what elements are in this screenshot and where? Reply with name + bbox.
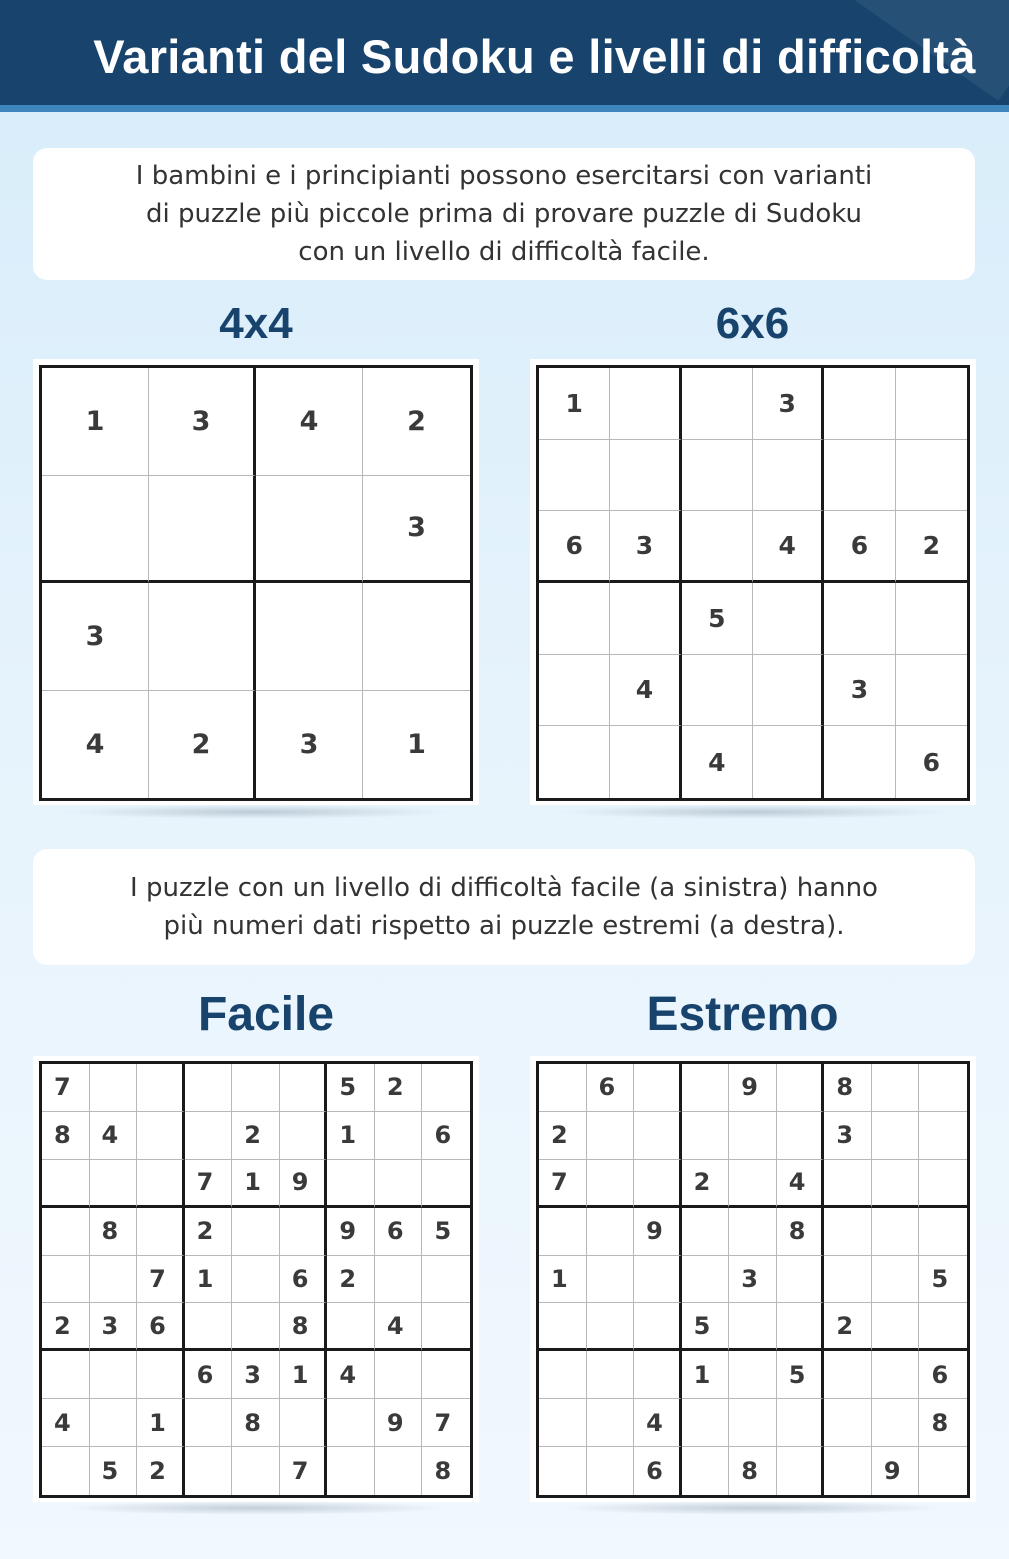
sudoku-cell (729, 1160, 777, 1208)
header-banner (0, 0, 1009, 112)
sudoku-cell: 4 (256, 368, 363, 476)
puzzle-title-facile: Facile (197, 988, 335, 1041)
sudoku-cell: 1 (682, 1351, 730, 1399)
sudoku-cell: 2 (42, 1303, 90, 1351)
sudoku-cell (587, 1447, 635, 1495)
sudoku-cell (327, 1160, 375, 1208)
sudoku-cell: 6 (539, 511, 610, 583)
sudoku-cell: 1 (137, 1399, 185, 1447)
sudoku-cell (587, 1351, 635, 1399)
sudoku-cell (682, 440, 753, 512)
sudoku-cell: 9 (375, 1399, 423, 1447)
sudoku-cell (919, 1208, 967, 1256)
sudoku-cell: 8 (824, 1064, 872, 1112)
sudoku-cell: 4 (42, 1399, 90, 1447)
sudoku-cell: 7 (185, 1160, 233, 1208)
sudoku-cell (896, 583, 967, 655)
sudoku-cell: 8 (919, 1399, 967, 1447)
sudoku-cell: 8 (280, 1303, 328, 1351)
sudoku-cell: 6 (185, 1351, 233, 1399)
sudoku-cell (824, 1208, 872, 1256)
sudoku-cell (375, 1351, 423, 1399)
sudoku-cell (824, 440, 895, 512)
sudoku-cell (729, 1303, 777, 1351)
sudoku-cell (610, 368, 681, 440)
sudoku-cell (375, 1256, 423, 1304)
sudoku-cell (375, 1447, 423, 1495)
sudoku-cell (682, 1112, 730, 1160)
sudoku-cell (777, 1112, 825, 1160)
sudoku-cell: 1 (539, 1256, 587, 1304)
sudoku-cell (777, 1256, 825, 1304)
sudoku-cell (232, 1256, 280, 1304)
sudoku-cell (777, 1447, 825, 1495)
sudoku-cell (634, 1256, 682, 1304)
sudoku-cell (753, 655, 824, 727)
sudoku-cell (587, 1256, 635, 1304)
sudoku-cell (610, 583, 681, 655)
sudoku-cell: 6 (422, 1112, 470, 1160)
sudoku-cell (777, 1064, 825, 1112)
sudoku-cell (363, 583, 470, 691)
sudoku-grid-facile (39, 1061, 473, 1498)
sudoku-cell (232, 1447, 280, 1495)
sudoku-cell (729, 1351, 777, 1399)
sudoku-cell: 1 (539, 368, 610, 440)
sudoku-cell (824, 1160, 872, 1208)
sudoku-cell: 4 (682, 726, 753, 798)
sudoku-cell (327, 1399, 375, 1447)
sudoku-cell (587, 1208, 635, 1256)
sudoku-cell: 4 (610, 655, 681, 727)
sudoku-cell (634, 1064, 682, 1112)
sudoku-cell (90, 1160, 138, 1208)
sudoku-cell (682, 511, 753, 583)
sudoku-cell (896, 655, 967, 727)
sudoku-cell (539, 1399, 587, 1447)
sudoku-cell (919, 1303, 967, 1351)
sudoku-cell (610, 440, 681, 512)
sudoku-cell (682, 1447, 730, 1495)
sudoku-cell: 2 (232, 1112, 280, 1160)
sudoku-cell: 6 (634, 1447, 682, 1495)
sudoku-cell: 2 (539, 1112, 587, 1160)
sudoku-cell: 2 (327, 1256, 375, 1304)
sudoku-cell: 4 (375, 1303, 423, 1351)
sudoku-cell: 1 (42, 368, 149, 476)
sudoku-cell (919, 1064, 967, 1112)
sudoku-cell (587, 1160, 635, 1208)
sudoku-cell: 6 (137, 1303, 185, 1351)
sudoku-cell: 6 (919, 1351, 967, 1399)
sudoku-cell (824, 368, 895, 440)
sudoku-cell: 8 (232, 1399, 280, 1447)
comparison-line: I puzzle con un livello di difficoltà facile (a sinistra) hanno (130, 873, 878, 903)
sudoku-cell (729, 1399, 777, 1447)
sudoku-cell: 7 (42, 1064, 90, 1112)
sudoku-cell: 2 (185, 1208, 233, 1256)
sudoku-cell: 9 (280, 1160, 328, 1208)
sudoku-cell (185, 1112, 233, 1160)
sudoku-cell: 5 (919, 1256, 967, 1304)
sudoku-cell (824, 1399, 872, 1447)
sudoku-cell: 1 (280, 1351, 328, 1399)
sudoku-cell (753, 440, 824, 512)
sudoku-cell: 4 (777, 1160, 825, 1208)
board-shadow (557, 805, 949, 819)
sudoku-cell (824, 1256, 872, 1304)
sudoku-cell (729, 1112, 777, 1160)
sudoku-cell (777, 1399, 825, 1447)
sudoku-cell (539, 1208, 587, 1256)
sudoku-cell (280, 1112, 328, 1160)
page-title: Varianti del Sudoku e livelli di difficoltà (93, 30, 976, 83)
sudoku-cell (137, 1160, 185, 1208)
sudoku-cell: 8 (42, 1112, 90, 1160)
sudoku-cell (185, 1064, 233, 1112)
sudoku-cell (896, 440, 967, 512)
sudoku-cell (872, 1303, 920, 1351)
sudoku-cell (42, 1351, 90, 1399)
sudoku-cell (90, 1064, 138, 1112)
sudoku-cell: 3 (363, 476, 470, 584)
board-shadow (60, 805, 452, 819)
sudoku-cell (422, 1160, 470, 1208)
sudoku-cell: 8 (90, 1208, 138, 1256)
sudoku-cell (634, 1160, 682, 1208)
sudoku-cell: 3 (149, 368, 256, 476)
board-shadow (557, 1501, 949, 1515)
sudoku-cell (42, 1256, 90, 1304)
sudoku-cell: 3 (256, 691, 363, 799)
sudoku-cell (539, 583, 610, 655)
sudoku-cell (872, 1208, 920, 1256)
sudoku-cell (872, 1351, 920, 1399)
sudoku-cell (682, 1208, 730, 1256)
sudoku-cell (777, 1303, 825, 1351)
sudoku-cell (256, 583, 363, 691)
sudoku-cell: 3 (753, 368, 824, 440)
sudoku-cell (682, 368, 753, 440)
sudoku-cell (539, 726, 610, 798)
sudoku-cell: 1 (232, 1160, 280, 1208)
sudoku-cell: 4 (90, 1112, 138, 1160)
sudoku-cell (539, 440, 610, 512)
sudoku-cell (375, 1112, 423, 1160)
puzzle-title-estremo: Estremo (646, 988, 839, 1041)
sudoku-cell (280, 1064, 328, 1112)
sudoku-cell: 3 (824, 655, 895, 727)
intro-line: di puzzle più piccole prima di provare puzzle di Sudoku (146, 199, 862, 229)
sudoku-cell: 6 (824, 511, 895, 583)
sudoku-cell (185, 1303, 233, 1351)
sudoku-grid-6x6 (536, 365, 970, 801)
sudoku-cell: 2 (149, 691, 256, 799)
puzzle-title-4x4: 4x4 (219, 299, 293, 348)
sudoku-cell: 1 (327, 1112, 375, 1160)
sudoku-cell (232, 1064, 280, 1112)
sudoku-cell: 4 (753, 511, 824, 583)
sudoku-cell (539, 1447, 587, 1495)
sudoku-cell (42, 1447, 90, 1495)
sudoku-cell: 2 (682, 1160, 730, 1208)
board-shadow (60, 1501, 452, 1515)
sudoku-cell: 8 (777, 1208, 825, 1256)
sudoku-cell (824, 1447, 872, 1495)
comparison-line: più numeri dati rispetto ai puzzle estremi (a destra). (163, 911, 845, 941)
sudoku-cell (753, 726, 824, 798)
sudoku-cell (753, 583, 824, 655)
sudoku-cell: 9 (872, 1447, 920, 1495)
sudoku-cell: 8 (729, 1447, 777, 1495)
sudoku-cell: 8 (434, 1457, 452, 1486)
sudoku-cell (539, 1064, 587, 1112)
sudoku-cell (872, 1112, 920, 1160)
sudoku-cell (149, 583, 256, 691)
sudoku-cell: 3 (824, 1112, 872, 1160)
sudoku-cell: 5 (90, 1447, 138, 1495)
sudoku-cell: 2 (824, 1303, 872, 1351)
sudoku-cell (327, 1447, 375, 1495)
sudoku-cell: 5 (682, 1303, 730, 1351)
sudoku-cell: 5 (777, 1351, 825, 1399)
sudoku-cell: 1 (407, 728, 426, 760)
sudoku-cell (422, 1303, 470, 1351)
sudoku-cell: 7 (422, 1399, 470, 1447)
sudoku-cell (137, 1351, 185, 1399)
sudoku-cell (232, 1208, 280, 1256)
sudoku-cell (232, 1303, 280, 1351)
sudoku-cell: 4 (634, 1399, 682, 1447)
sudoku-cell (872, 1064, 920, 1112)
sudoku-cell (539, 655, 610, 727)
sudoku-cell: 6 (375, 1208, 423, 1256)
sudoku-cell: 5 (682, 583, 753, 655)
sudoku-cell: 5 (327, 1064, 375, 1112)
sudoku-cell (610, 726, 681, 798)
sudoku-cell (824, 1351, 872, 1399)
sudoku-cell: 4 (327, 1351, 375, 1399)
puzzle-title-6x6: 6x6 (715, 299, 790, 348)
sudoku-cell (539, 1303, 587, 1351)
sudoku-cell: 9 (327, 1208, 375, 1256)
sudoku-cell (682, 1256, 730, 1304)
sudoku-cell: 7 (137, 1256, 185, 1304)
sudoku-cell (137, 1208, 185, 1256)
sudoku-cell (422, 1256, 470, 1304)
sudoku-cell (185, 1399, 233, 1447)
sudoku-cell (872, 1256, 920, 1304)
sudoku-cell (149, 476, 256, 584)
sudoku-cell (90, 1351, 138, 1399)
sudoku-cell (90, 1399, 138, 1447)
sudoku-cell (422, 1351, 470, 1399)
sudoku-cell: 4 (42, 691, 149, 799)
sudoku-cell: 3 (90, 1303, 138, 1351)
sudoku-cell (422, 1064, 470, 1112)
sudoku-cell (587, 1303, 635, 1351)
sudoku-cell (90, 1256, 138, 1304)
sudoku-cell (375, 1160, 423, 1208)
sudoku-cell: 7 (280, 1447, 328, 1495)
sudoku-cell (896, 368, 967, 440)
sudoku-cell (824, 583, 895, 655)
sudoku-cell: 2 (137, 1447, 185, 1495)
sudoku-cell (872, 1399, 920, 1447)
sudoku-cell: 6 (587, 1064, 635, 1112)
sudoku-grid-4x4 (39, 365, 473, 801)
sudoku-cell: 6 (922, 747, 941, 777)
sudoku-cell (729, 1208, 777, 1256)
sudoku-cell (280, 1399, 328, 1447)
intro-line: con un livello di difficoltà facile. (298, 237, 710, 267)
sudoku-cell (634, 1303, 682, 1351)
sudoku-cell: 3 (42, 583, 149, 691)
sudoku-cell: 7 (539, 1160, 587, 1208)
sudoku-cell: 9 (634, 1208, 682, 1256)
sudoku-cell (872, 1160, 920, 1208)
sudoku-cell: 5 (422, 1208, 470, 1256)
sudoku-cell (682, 1399, 730, 1447)
sudoku-cell: 2 (896, 511, 967, 583)
comparison-textbox (33, 849, 975, 965)
sudoku-cell (682, 655, 753, 727)
sudoku-cell (824, 726, 895, 798)
intro-line: I bambini e i principianti possono esercitarsi con varianti (135, 161, 873, 191)
sudoku-cell: 3 (610, 511, 681, 583)
sudoku-cell (587, 1399, 635, 1447)
sudoku-grid-estremo (536, 1061, 970, 1498)
sudoku-cell: 2 (363, 368, 470, 476)
sudoku-cell (327, 1303, 375, 1351)
sudoku-cell (185, 1447, 233, 1495)
sudoku-cell (137, 1064, 185, 1112)
sudoku-cell (634, 1351, 682, 1399)
sudoku-cell (42, 1160, 90, 1208)
sudoku-cell (634, 1112, 682, 1160)
sudoku-cell (919, 1112, 967, 1160)
sudoku-cell (42, 1208, 90, 1256)
intro-textbox (33, 148, 975, 280)
sudoku-cell (280, 1208, 328, 1256)
sudoku-cell (137, 1112, 185, 1160)
sudoku-cell: 9 (729, 1064, 777, 1112)
sudoku-cell: 1 (185, 1256, 233, 1304)
sudoku-cell (539, 1351, 587, 1399)
sudoku-cell (42, 476, 149, 584)
sudoku-cell (682, 1064, 730, 1112)
sudoku-cell (919, 1160, 967, 1208)
sudoku-cell (587, 1112, 635, 1160)
sudoku-cell: 6 (280, 1256, 328, 1304)
sudoku-cell: 3 (232, 1351, 280, 1399)
sudoku-cell (919, 1447, 967, 1495)
sudoku-cell (256, 476, 363, 584)
sudoku-cell: 3 (729, 1256, 777, 1304)
sudoku-cell: 2 (375, 1064, 423, 1112)
